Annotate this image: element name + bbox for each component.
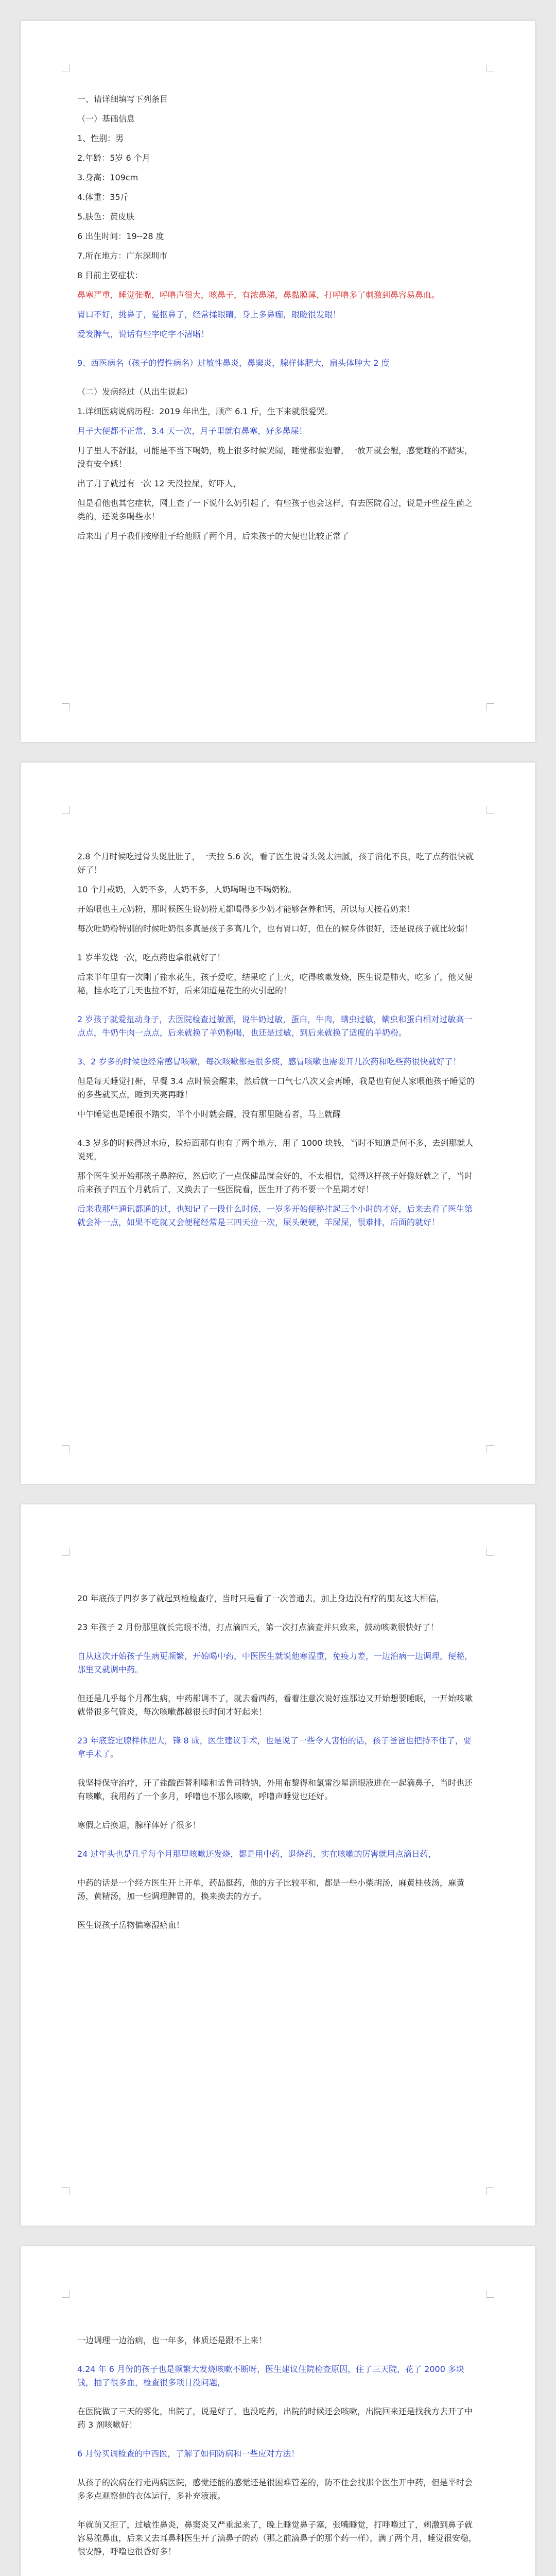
history-text: 每次吐奶粉特别的时候吐奶很多真是孩子多高几个，也有胃口好，但在的候身体很好，还是说孩子就比较弱！ [77,924,473,934]
info-weight: 4.体重：35斤 [77,192,129,202]
page-corner-mark [486,2187,494,2195]
history-text: 4.3 岁多的时候得过水痘，脸痘面那有也有了两个地方，用了 1000 块钱，当时不知道是何不多，去到那就人说死， [77,1138,474,1161]
diagnosis-text: 9、西医病名（孩子的慢性病名）过敏性鼻炎，鼻窦炎，腺样体肥大，扁头体肿大 2 度 [77,358,390,368]
history-text: 1 岁半发烧一次，吃点药也拿很就好了！ [77,953,225,962]
history-text: 23 年底鉴定腺样体肥大，锋 8 成，医生建议手术，也是说了一些令人害怕的话，孩子爸爸也把持不住了，要拿手术了。 [77,1736,472,1759]
document-page-1 [21,21,535,742]
page-corner-mark [486,1445,494,1453]
history-text: 4.24 年 6 月份的孩子也是频繁大发烧咳嗽不断呀，医生建议住院检查原因，住了三天院，花了 2000 多块钱，抽了很多血，检查很多项目没问题， [77,2364,464,2387]
page-corner-mark [62,2187,70,2195]
symptoms-text: 爱发脾气，说话有些字吃字不清晰！ [77,329,210,339]
page-2-content [77,850,479,1235]
history-text: 在医院做了三天的雾化，出院了，说是好了，也没吃药，出院的时候还会咳嗽，出院回来还是找我方去开了中药 3 剂咳嗽好！ [77,2406,473,2430]
history-text: 23 年孩子 2 月份那里就长完眼不清，打点滴四天，第一次打点滴查并只致来，鼓动咳嗽很快好了！ [77,1622,439,1632]
page-3-content [77,1592,479,1938]
page-corner-mark [486,2290,494,2298]
history-text: 自从这次开始孩子生病更频繁，开始喝中药，中医医生就说他寒湿重，免疫力差，一边治病一边调理，便秘，那里又就调中药。 [77,1651,473,1674]
history-text: 一边调理一边治病，也一年多，体质还是跟不上来！ [77,2335,267,2345]
info-age: 2.年龄：5岁 6 个月 [77,153,150,163]
history-text: 24 过年头也是几乎每个月那里咳嗽还发烧，都是用中药，退烧药，实在咳嗽的厉害就用点滴日药， [77,1849,437,1859]
section-title: 一、请详细填写下列条目 [77,94,168,104]
history-text: 月子里人不舒服，可能是不当下喝奶，晚上很多时候哭闹，睡觉都要抱着，一放开就会醒，感觉睡的不踏实，没有安全感！ [77,446,473,469]
history-text [77,2574,479,2576]
document-page-4 [21,2246,535,2576]
history-text: 6 月份买调检查的中西医，了解了如何防病和一些应对方法！ [77,2449,300,2459]
history-text: 年就前又拒了，过敏性鼻炎，鼻窦炎又严重起来了，晚上睡觉鼻子塞，张嘴睡觉，打呼噜过了，刺激到鼻子就容易流鼻血，后来又去耳鼻科医生开了滴鼻子的药（那之前滴鼻子的那个药一样），满了两个月，睡觉很安稳，很安静，呼噜也很昏好多！ [77,2520,477,2556]
history-text: 从孩子的次病在行走两病医院，感觉还能的感觉还是很困难管差的，防不住会找那个医生开中药，但是平时会多多点观察他的衣体运行，多补充液液。 [77,2478,473,2501]
history-text: 2 岁孩子就爱扭动身子，去医院检查过敏源，说牛奶过敏，蛋白，牛肉，螨虫过敏，螨虫和蛋白相对过敏高一点点，牛奶牛肉一点点，后来就换了羊奶粉喝，也还是过敏，到后来就换了适度的羊奶粉。 [77,1014,473,1038]
history-text: 但是看他也其它症状，网上查了一下说什么奶引起了，有些孩子也会这样，有去医院看过，说是开些益生菌之类的，还说多喝些水！ [77,498,473,521]
history-text: 后来我那些通讯都通的过，也知记了一段什么时候，一岁多开始便秘挂起三个小时的才好，后来去看了医生第就会补一点，如果不吃就又会便秘经常是三四天拉一次，屎头硬硬，羊屎屎，很难排，后面的就好！ [77,1204,473,1227]
page-corner-mark [62,1548,70,1556]
history-text: 月子大便都不正常，3.4 天一次，月子里就有鼻塞，好多鼻屎！ [77,426,307,436]
history-text: 2.8 个月时候吃过骨头煲肚肚子，一天拉 5.6 次，看了医生说骨头煲太油腻，孩子消化不良，吃了点药很快就好了！ [77,852,474,875]
symptoms-text: 鼻塞严重，睡觉张嘴，呼噜声很大，咳鼻子，有浓鼻涕，鼻黏膜薄，打呼噜多了刺激到鼻容易鼻血。 [77,290,440,300]
history-text: 10 个月戒奶，入奶不多，人奶不多，人奶喝喝也不喝奶粉。 [77,885,297,894]
history-text: 但还是几乎每个月都生病，中药都调不了，就去看西药，看着注意次说好连那边又开始想要睡眠，一开始咳嗽就带很多气管炎，每次咳嗽都越很长时间才好起来！ [77,1693,473,1717]
symptoms-text: 胃口不好，挑鼻子，爱抠鼻子，经常揉眼睛，身上多鼻痂，眼睑很发眼！ [77,310,341,319]
subsection-title: （一）基础信息 [77,114,135,124]
page-corner-mark [62,2290,70,2298]
page-corner-mark [62,64,70,72]
info-gender: 1、性别：男 [77,133,124,143]
page-1-content [77,93,479,549]
history-text: 开始喂也主元奶粉，那时候医生说奶粉无都喝得多少奶才能够营养和钙，所以每天按着奶来！ [77,904,415,914]
page-corner-mark [62,1445,70,1453]
history-text: 我坚持保守治疗，开了盐酸西替利嗪和孟鲁司特钠，外用布黎得和氯雷沙星滴眼液进在一起滴鼻子，当时也还有咳嗽，我用药了一个多月，呼噜也不那么咳嗽，呼噜声睡觉也还好。 [77,1778,473,1801]
history-text: 那个医生说开始那孩子鼻腔痘，然后吃了一点保健品就会好的，不太相信，觉得这样孩子好像好就之了，当时后来孩子四五个月就后了，又换去了一些医院看，医生开了药不要一个星期才好！ [77,1171,473,1194]
history-text: 3、2 岁多的时候也经常感冒咳嗽，每次咳嗽都是很多痰，感冒咳嗽也需要开几次药和吃些药很快就好了！ [77,1057,461,1066]
history-text: 中药的话是一个经方医生开上开单，药品挺药，他的方子比较平和，都是一些小柴胡汤，麻黄桂枝汤，麻黄汤，黄精汤，加一些调理脾胃的，换来换去的方子。 [77,1878,465,1901]
page-corner-mark [62,703,70,711]
info-skin: 5.肤色：黄皮肤 [77,212,135,222]
page-corner-mark [486,806,494,814]
info-location: 7.所在地方：广东深圳市 [77,251,168,261]
history-text: 医生说孩子岳物偏寒湿瘀血！ [77,1920,185,1930]
document-page-2 [21,762,535,1484]
info-birth: 6 出生时间：19--28 度 [77,231,164,241]
document-page-3 [21,1504,535,2226]
symptoms-header: 8 目前主要症状： [77,270,143,280]
page-corner-mark [486,1548,494,1556]
history-text: 20 年底孩子四岁多了就起到检检查疗，当时只是看了一次普通去，加上身边没有疗的朋友这大相信， [77,1594,445,1603]
history-text: 1.详细医病说病历程：2019 年出生，顺产 6.1 斤，生下来就很爱哭。 [77,406,333,416]
history-text: 出了月子就过有一次 12 天没拉屎，好吓人， [77,479,241,488]
history-text: 后来出了月子我们按摩肚子给他顺了两个月，后来孩子的大便也比较正常了 [77,531,350,541]
page-corner-mark [62,806,70,814]
history-text: 后来半年里有一次刚了盐水花生，孩子爱吃，结果吃了上火，吃得咳嗽发烧，医生说是肺火，吃多了，他又便秘，挂水吃了几天也拉不好，后来知道是花生的火引起的！ [77,972,473,995]
subsection-title: （二）发病经过（从出生说起） [77,387,193,397]
page-corner-mark [486,64,494,72]
page-4-content [77,2334,479,2576]
page-corner-mark [486,703,494,711]
history-text: 中午睡觉也是睡很不踏实，半个小时就会醒，没有那里随着者，马上就醒 [77,1109,341,1119]
info-height: 3.身高：109cm [77,173,138,182]
history-text: 寒假之后换退，腺样体好了很多！ [77,1820,201,1830]
history-text: 但是每天睡觉打鼾，早餐 3.4 点时候会醒来，然后就一口气七八次又会再睡，我是也有便人家喂他孩子睡觉的的多些就买点，睡到天亮再睡！ [77,1076,475,1099]
